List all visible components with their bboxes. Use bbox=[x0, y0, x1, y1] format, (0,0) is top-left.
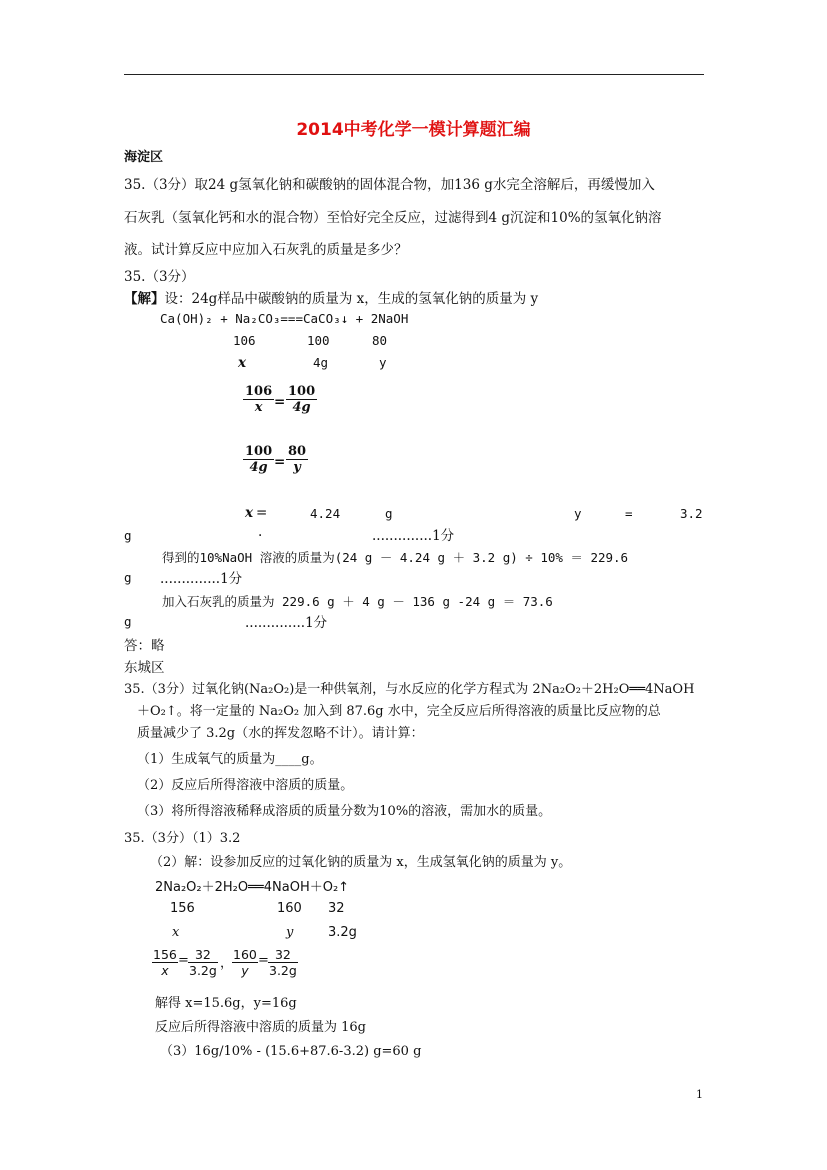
fraction: $\frac{32}{3.2g}$ bbox=[269, 947, 297, 978]
molar-mass: 156 bbox=[170, 901, 195, 916]
sub-question: （2）反应后所得溶液中溶质的质量。 bbox=[137, 778, 354, 793]
fraction: $\frac{106}{x}$ bbox=[245, 384, 273, 415]
variable: y bbox=[286, 925, 294, 940]
dot: . bbox=[258, 524, 263, 540]
calc-line: 加入石灰乳的质量为 229.6 g ＋ 4 g － 136 g -24 g ＝ 73.6 bbox=[162, 594, 553, 609]
unit: g bbox=[124, 614, 132, 629]
answer-heading: 35.（3分） bbox=[124, 269, 195, 285]
result-value: 4.24 bbox=[310, 506, 341, 521]
chemical-equation: 2Na₂O₂＋2H₂O══4NaOH＋O₂↑ bbox=[155, 880, 350, 895]
fraction: $\frac{156}{x}$ bbox=[153, 947, 177, 978]
question-line: 质量减少了 3.2g（水的挥发忽略不计）。请计算： bbox=[137, 726, 424, 741]
question-line: ＋O₂↑。将一定量的 Na₂O₂ 加入到 87.6g 水中，完全反应后所得溶液的质量比反应物的总 bbox=[137, 704, 661, 719]
result-value: 3.2 bbox=[680, 506, 703, 521]
header-rule bbox=[124, 74, 704, 75]
question-line: 35.（3分）取24 g氢氧化钠和碳酸钠的固体混合物，加136 g水完全溶解后，再缓慢加入 bbox=[124, 177, 655, 193]
fraction: $\frac{80}{y}$ bbox=[288, 444, 307, 475]
question-line: 石灰乳（氢氧化钙和水的混合物）至恰好完全反应，过滤得到4 g沉淀和10%的氢氧化钠溶 bbox=[124, 210, 662, 226]
page-number: 1 bbox=[696, 1088, 703, 1101]
solve-line: 解得 x=15.6g，y=16g bbox=[155, 996, 297, 1011]
unit: g bbox=[385, 506, 393, 521]
sub-question: （1）生成氧气的质量为____g。 bbox=[137, 752, 323, 767]
variable: 4g bbox=[313, 355, 329, 370]
part3-line: （3）16g/10% - (15.6+87.6-3.2) g=60 g bbox=[160, 1044, 422, 1059]
district-haidian: 海淀区 bbox=[124, 150, 164, 165]
solute-line: 反应后所得溶液中溶质的质量为 16g bbox=[155, 1020, 366, 1035]
molar-mass: 106 bbox=[233, 333, 256, 348]
sub-question: （3）将所得溶液稀释成溶质的质量分数为10%的溶液，需加水的质量。 bbox=[137, 804, 552, 819]
equals-sign: = bbox=[625, 506, 633, 521]
fraction: $\frac{100}{4g}$ bbox=[288, 384, 316, 415]
calc-line: 得到的10%NaOH 溶液的质量为(24 g － 4.24 g ＋ 3.2 g) ÷ 10% ＝ 229.6 bbox=[162, 550, 629, 565]
page-title: 2014中考化学一模计算题汇编 bbox=[296, 120, 531, 140]
equals-sign: = bbox=[256, 505, 268, 521]
separator: ， bbox=[220, 956, 234, 971]
variable: x bbox=[238, 355, 247, 371]
variable: y bbox=[379, 355, 387, 370]
variable: y bbox=[574, 506, 582, 521]
answer: 答：略 bbox=[124, 638, 165, 654]
score-mark: ..............1分 bbox=[372, 528, 455, 544]
solution-assumption: 设：24g样品中碳酸钠的质量为 x，生成的氢氧化钠的质量为 y bbox=[164, 291, 539, 307]
fraction: $\frac{32}{3.2g}$ bbox=[189, 947, 217, 978]
score-mark: ..............1分 bbox=[160, 571, 243, 587]
question-line: 液。试计算反应中应加入石灰乳的质量是多少？ bbox=[124, 242, 408, 258]
district-dongcheng: 东城区 bbox=[124, 660, 165, 676]
equals-sign: = bbox=[258, 953, 269, 968]
variable: x bbox=[245, 505, 254, 521]
unit: g bbox=[124, 570, 132, 585]
answer-heading: 35.（3分）（1）3.2 bbox=[124, 831, 241, 846]
molar-mass: 32 bbox=[328, 901, 345, 916]
variable: 3.2g bbox=[328, 925, 357, 940]
solution-assumption: （2）解：设参加反应的过氧化钠的质量为 x，生成氢氧化钠的质量为 y。 bbox=[150, 855, 572, 870]
fraction: $\frac{160}{y}$ bbox=[233, 947, 257, 978]
equals-sign: = bbox=[274, 454, 286, 470]
equals-sign: = bbox=[274, 394, 286, 410]
variable: x bbox=[172, 925, 180, 940]
fraction: $\frac{100}{4g}$ bbox=[245, 444, 273, 475]
molar-mass: 80 bbox=[372, 333, 388, 348]
score-mark: ..............1分 bbox=[245, 615, 328, 631]
molar-mass: 100 bbox=[307, 333, 330, 348]
molar-mass: 160 bbox=[277, 901, 302, 916]
question-line: 35.（3分）过氧化钠(Na₂O₂)是一种供氧剂，与水反应的化学方程式为 2Na₂O₂＋2H₂O══4NaOH bbox=[124, 682, 695, 697]
unit: g bbox=[124, 528, 132, 543]
chemical-equation: Ca(OH)₂ + Na₂CO₃===CaCO₃↓ + 2NaOH bbox=[160, 311, 409, 326]
equals-sign: = bbox=[178, 953, 189, 968]
solution-intro bbox=[124, 287, 538, 307]
solution-label: 【解】 bbox=[124, 291, 165, 307]
